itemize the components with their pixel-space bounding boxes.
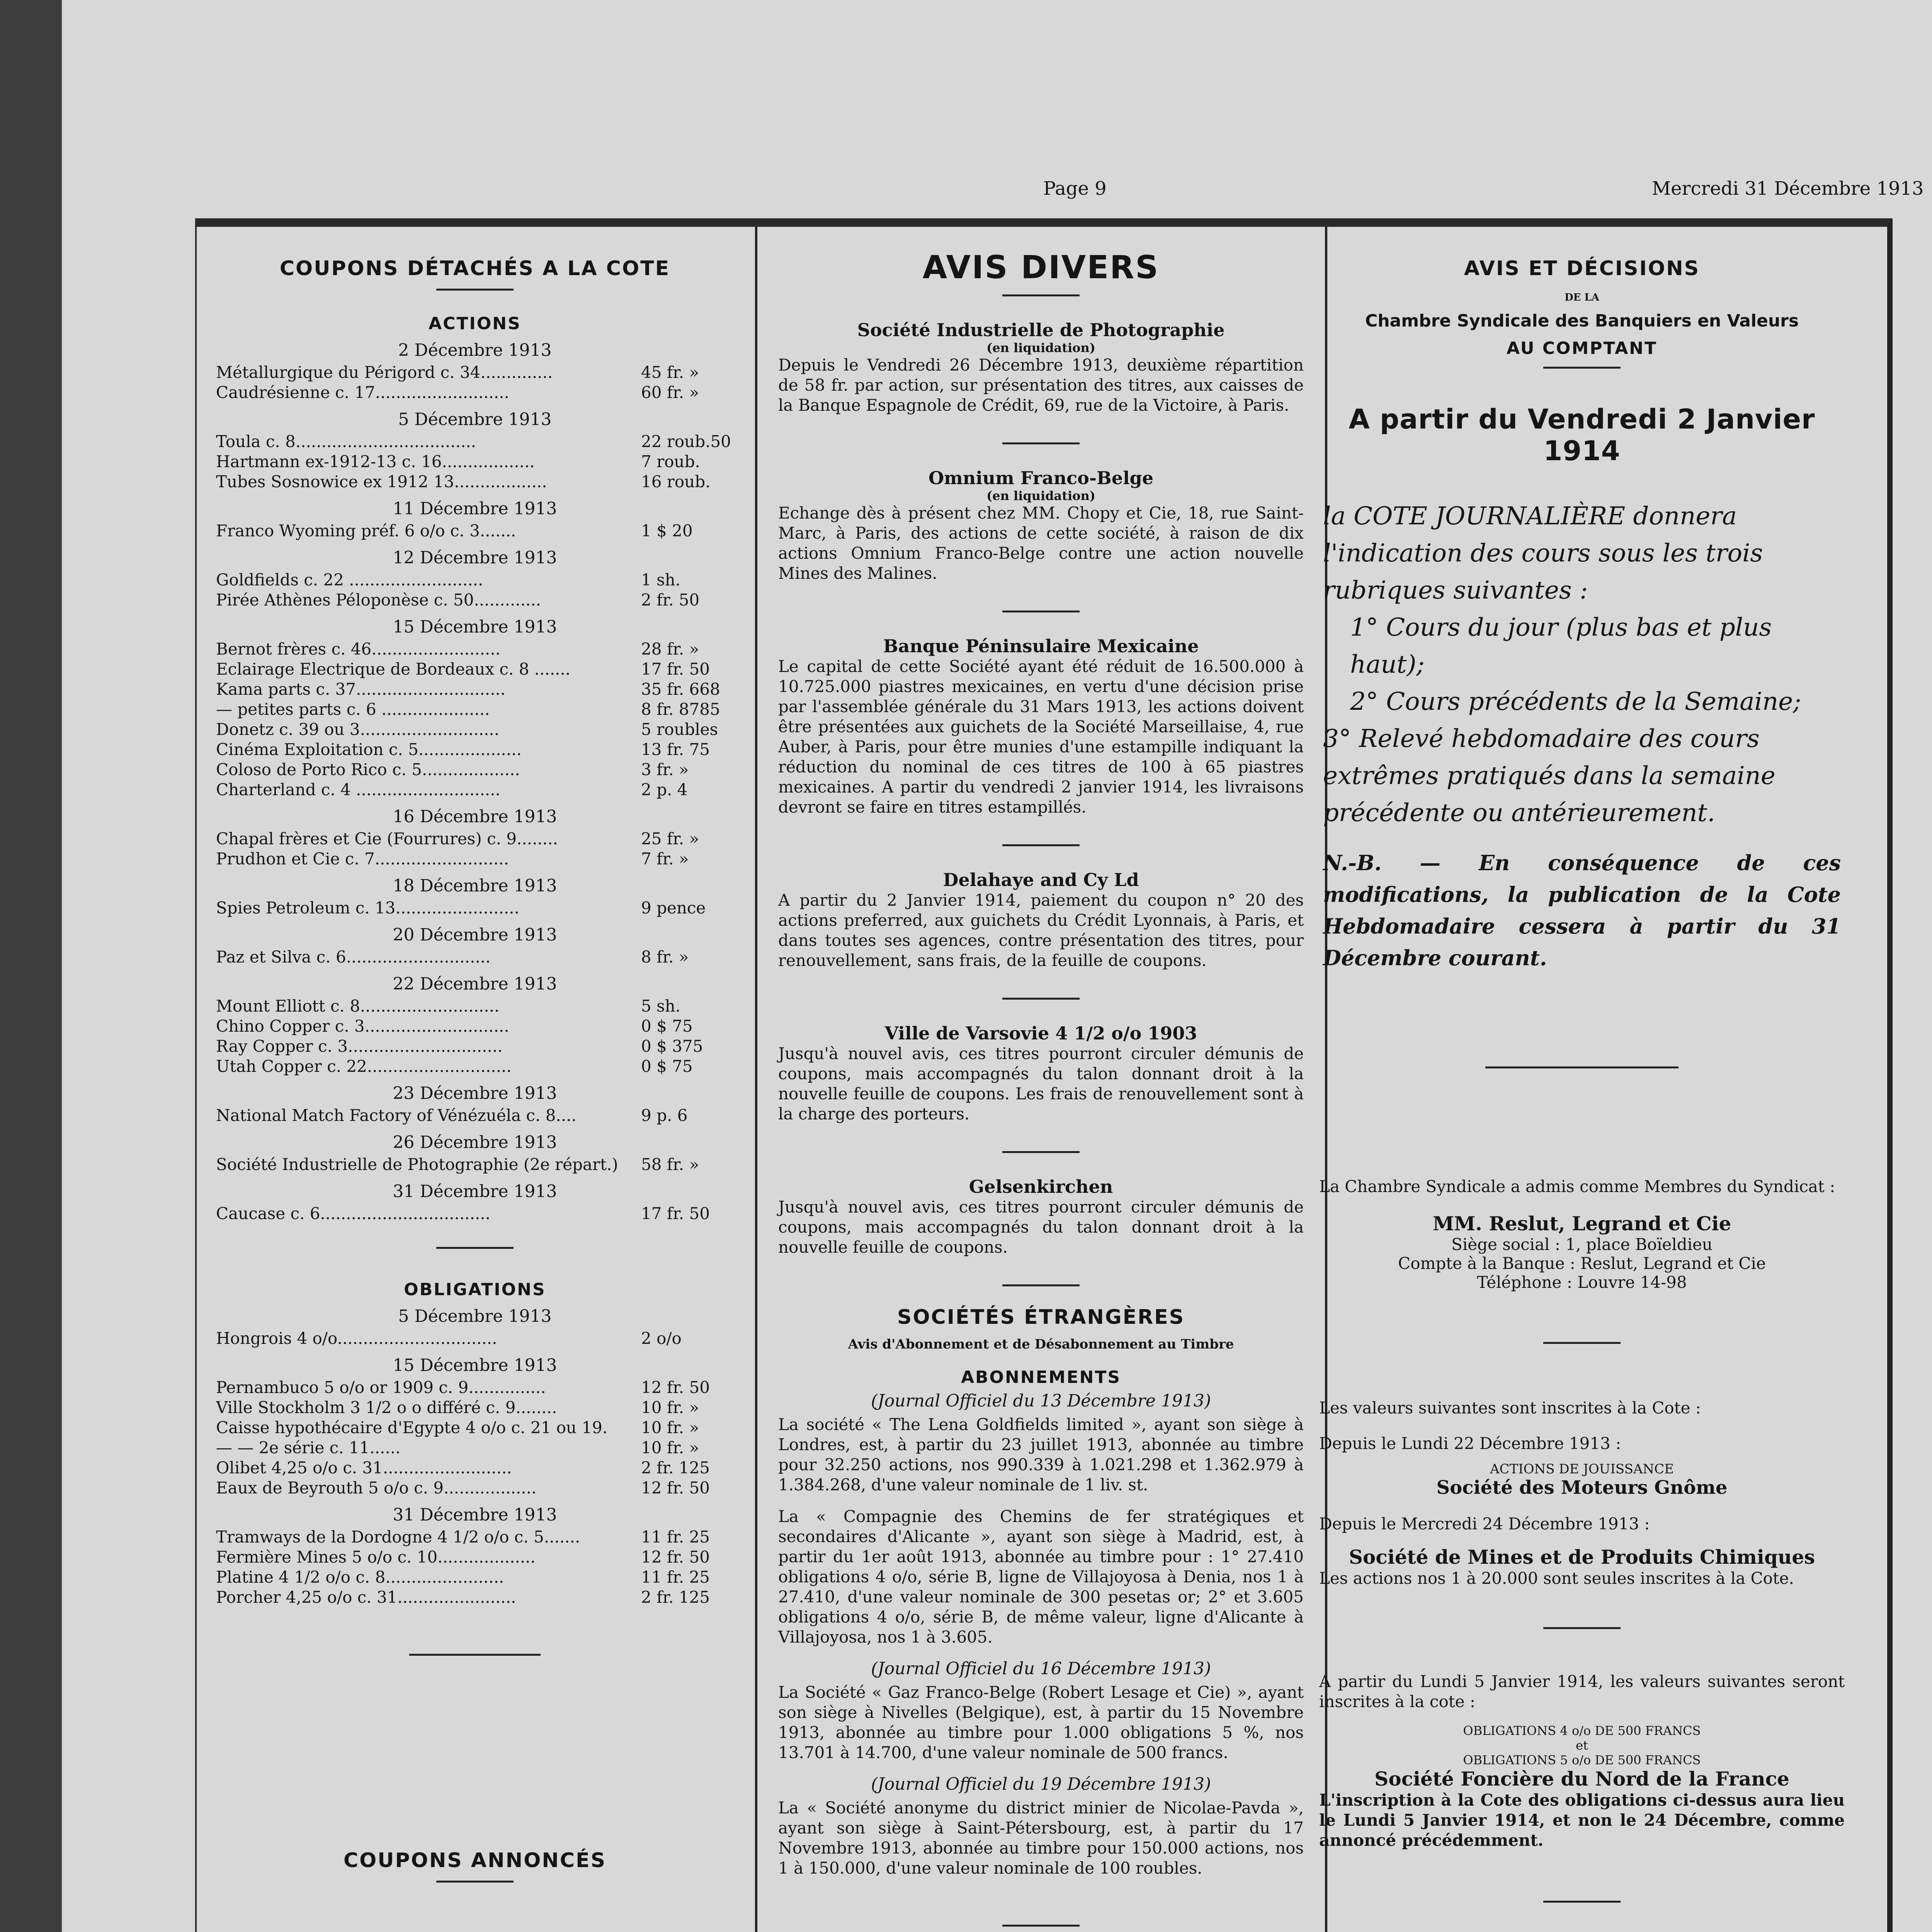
- avis-heading: Société Industrielle de Photographie: [857, 320, 1225, 340]
- coupon-label: Spies Petroleum c. 13........................: [216, 898, 519, 917]
- rule: [1543, 1342, 1621, 1344]
- rule: [1485, 1066, 1679, 1068]
- group-date: 15 Décembre 1913: [393, 1355, 557, 1375]
- membres-telephone: Téléphone : Louvre 14-98: [1477, 1273, 1687, 1292]
- membres-compte: Compte à la Banque : Reslut, Legrand et Cie: [1398, 1254, 1766, 1273]
- coupon-amount: 7 roub.: [641, 452, 700, 471]
- avis-decisions-title: AVIS ET DÉCISIONS: [1464, 257, 1700, 280]
- coupon-label: Olibet 4,25 o/o c. 31.........................: [216, 1458, 512, 1477]
- avis-block: [770, 320, 1311, 444]
- avis-decisions-column: [1311, 234, 1852, 1932]
- coupon-amount: 2 fr. 125: [641, 1588, 710, 1607]
- membres-intro: La Chambre Syndicale a admis comme Membres du Syndicat :: [1319, 1177, 1835, 1196]
- avis-text: Le capital de cette Société ayant été réduit de 16.500.000 à 10.725.000 piastres mexicaines, en vertu d'une décision prise par l'assemblée générale du 31 Mars 1913, les actions doivent être présentées aux guichets de la Société Marseillaise, 4, rue Auber, à Paris, pour être munies d'une estampille indiquant la réduction du nominal de ces titres de 100 à 65 piastres mexicaines. A partir du vendredi 2 janvier 1914, les livraisons devront se faire en titres estampillés.: [778, 657, 1304, 816]
- lundi-5-intro: A partir du Lundi 5 Janvier 1914, les valeurs suivantes seront inscrites à la cote :: [1319, 1672, 1845, 1711]
- obligations-5: OBLIGATIONS 5 o/o DE 500 FRANCS: [1463, 1753, 1701, 1767]
- avis-subheading: (en liquidation): [986, 488, 1095, 503]
- coupon-label: Tramways de la Dordogne 4 1/2 o/o c. 5.......: [216, 1527, 580, 1546]
- rubrique-1: 1° Cours du jour (plus bas et plus haut);: [1350, 613, 1772, 679]
- coupon-label: Charterland c. 4 ............................: [216, 780, 500, 799]
- coupon-label: Porcher 4,25 o/o c. 31.......................: [216, 1588, 516, 1607]
- group-date: 23 Décembre 1913: [393, 1083, 557, 1103]
- group-date: 18 Décembre 1913: [393, 876, 557, 896]
- coupon-label: Société Industrielle de Photographie (2e répart.): [216, 1155, 618, 1174]
- coupon-amount: 5 sh.: [641, 997, 681, 1015]
- coupon-row: [216, 1036, 745, 1056]
- group-date: 11 Décembre 1913: [393, 499, 557, 519]
- coupon-row: [216, 639, 745, 659]
- rule: [436, 289, 514, 291]
- coupon-label: Pirée Athènes Péloponèse c. 50.............: [216, 590, 541, 609]
- avis-block: [770, 468, 1311, 612]
- avis-text: Jusqu'à nouvel avis, ces titres pourront circuler démunis de coupons, mais accompagnés du talon donnant droit à la nouvelle feuille de coupons. Les frais de renouvellement sont à la charge des porteurs.: [778, 1044, 1304, 1123]
- coupon-amount: 17 fr. 50: [641, 660, 710, 679]
- coupon-label: National Match Factory of Vénézuéla c. 8....: [216, 1106, 577, 1125]
- coupon-amount: 2 fr. 50: [641, 590, 700, 609]
- coupon-amount: 58 fr. »: [641, 1155, 699, 1174]
- coupon-amount: 1 sh.: [641, 570, 681, 589]
- avis-block: [770, 1176, 1311, 1286]
- coupon-row: [216, 679, 745, 699]
- lundi-22: Depuis le Lundi 22 Décembre 1913 :: [1319, 1434, 1621, 1453]
- coupons-annonces-title: COUPONS ANNONCÉS: [343, 1849, 607, 1872]
- avis-text: Echange dès à présent chez MM. Chopy et Cie, 18, rue Saint-Marc, à Paris, des actions de cette société, à raison de dix actions Omnium Franco-Belge contre une action nouvelle Mines des Malines.: [778, 503, 1304, 583]
- coupon-amount: 22 roub.50: [641, 432, 731, 451]
- coupon-label: — — 2e série c. 11......: [216, 1438, 401, 1457]
- group-date: 15 Décembre 1913: [393, 617, 557, 637]
- coupon-label: Bernot frères c. 46.........................: [216, 639, 501, 658]
- newspaper-page: [62, 0, 1932, 1932]
- coupon-label: Franco Wyoming préf. 6 o/o c. 3.......: [216, 521, 516, 540]
- coupon-row: [216, 1204, 745, 1224]
- coupon-row: [216, 947, 745, 967]
- avis-block: [770, 636, 1311, 846]
- mines-text: Les actions nos 1 à 20.000 sont seules inscrites à la Cote.: [1319, 1569, 1794, 1588]
- rule: [1002, 611, 1080, 612]
- group-date: 16 Décembre 1913: [393, 807, 557, 827]
- coupon-label: Hongrois 4 o/o...............................: [216, 1329, 497, 1348]
- page-number: Page 9: [1043, 178, 1107, 199]
- coupons-detaches-title: COUPONS DÉTACHÉS A LA COTE: [279, 257, 670, 280]
- coupon-row: [216, 1587, 745, 1607]
- coupon-label: Platine 4 1/2 o/o c. 8.......................: [216, 1568, 504, 1587]
- gaz-franco-belge-text: La Société « Gaz Franco-Belge (Robert Lesage et Cie) », ayant son siège à Nivelles (Belgique), est, à partir du 15 Novembre 1913, abonnée au timbre pour 1.000 obligations 5 %, nos 13.701 à 14.700, d'une valeur nominale de 500 francs.: [778, 1683, 1304, 1762]
- avis-heading: Omnium Franco-Belge: [929, 468, 1153, 488]
- coupons-column: [204, 234, 745, 1932]
- avis-heading: Banque Péninsulaire Mexicaine: [883, 636, 1199, 656]
- coupon-amount: 2 p. 4: [641, 780, 688, 799]
- nicolae-pavda-text: La « Société anonyme du district minier de Nicolae-Pavda », ayant son siège à Saint-Pétersbourg, est, à partir du 17 Novembre 1913, abonnée au timbre pour 150.000 actions, nos 1 à 150.000, d'une valeur nominale de 100 roubles.: [778, 1798, 1304, 1878]
- coupon-amount: 16 roub.: [641, 472, 711, 491]
- issue-date: Mercredi 31 Décembre 1913: [1652, 178, 1924, 199]
- journal-officiel-13: (Journal Officiel du 13 Décembre 1913): [871, 1391, 1211, 1411]
- coupon-amount: 35 fr. 668: [641, 680, 720, 699]
- group-date: 5 Décembre 1913: [398, 410, 552, 429]
- coupon-row: [216, 1155, 745, 1175]
- rule: [1002, 1925, 1080, 1927]
- coupon-row: [216, 1478, 745, 1498]
- coupon-row: [216, 1398, 745, 1418]
- obligations-groups: [204, 1306, 745, 1607]
- inscrites-intro: Les valeurs suivantes sont inscrites à la Cote :: [1319, 1398, 1701, 1417]
- avis-heading: Delahaye and Cy Ld: [943, 869, 1139, 890]
- coupon-amount: 10 fr. »: [641, 1438, 699, 1457]
- au-comptant: AU COMPTANT: [1507, 338, 1657, 358]
- avis-block: [770, 869, 1311, 1000]
- coupon-row: [216, 1056, 745, 1077]
- moteurs-gnome: Société des Moteurs Gnôme: [1436, 1477, 1728, 1498]
- nota-bene: N.-B. — En conséquence de ces modifications, la publication de la Cote Hebdomadaire cessera à partir du 31 Décembre courant.: [1323, 850, 1841, 970]
- coupon-label: Paz et Silva c. 6............................: [216, 947, 491, 966]
- membres-name: MM. Reslut, Legrand et Cie: [1432, 1212, 1731, 1235]
- coupon-row: [216, 1527, 745, 1547]
- rule: [1002, 998, 1080, 1000]
- avis-heading: Gelsenkirchen: [969, 1176, 1113, 1197]
- coupon-amount: 12 fr. 50: [641, 1548, 710, 1566]
- coupon-amount: 8 fr. 8785: [641, 700, 720, 719]
- coupon-row: [216, 780, 745, 800]
- fonciere-nord: Société Foncière du Nord de la France: [1374, 1767, 1789, 1790]
- coupon-amount: 60 fr. »: [641, 383, 699, 402]
- cote-intro: la COTE JOURNALIÈRE donnera l'indication des cours sous les trois rubriques suivantes :: [1323, 502, 1763, 605]
- coupon-label: Cinéma Exploitation c. 5....................: [216, 740, 522, 759]
- coupon-amount: 5 roubles: [641, 720, 718, 739]
- rule: [1002, 1284, 1080, 1286]
- rule: [1543, 367, 1621, 369]
- coupon-amount: 8 fr. »: [641, 947, 689, 966]
- rubrique-2: 2° Cours précédents de la Semaine;: [1350, 687, 1801, 716]
- membres-siege: Siège social : 1, place Boïeldieu: [1451, 1235, 1713, 1254]
- coupon-amount: 25 fr. »: [641, 829, 699, 848]
- coupon-row: [216, 1105, 745, 1126]
- coupon-row: [216, 1567, 745, 1587]
- avis-blocks: [770, 320, 1311, 1286]
- fonciere-text: L'inscription à la Cote des obligations ci-dessus aura lieu le Lundi 5 Janvier 1914, et non le 24 Décembre, comme annoncé précédemment.: [1319, 1791, 1845, 1850]
- coupon-amount: 28 fr. »: [641, 639, 699, 658]
- coupon-row: [216, 760, 745, 780]
- coupon-row: [216, 1328, 745, 1349]
- societes-etrangeres-title: SOCIÉTÉS ÉTRANGÈRES: [897, 1306, 1185, 1329]
- group-date: 31 Décembre 1913: [393, 1505, 557, 1525]
- coupon-amount: 11 fr. 25: [641, 1527, 710, 1546]
- obligations-4: OBLIGATIONS 4 o/o DE 500 FRANCS: [1463, 1723, 1701, 1738]
- mines-produits-chimiques: Société de Mines et de Produits Chimiques: [1349, 1546, 1815, 1568]
- coupon-row: [216, 521, 745, 541]
- coupon-row: [216, 383, 745, 403]
- rubrique-3: 3° Relevé hebdomadaire des cours extrêmes pratiqués dans la semaine précédente ou antérieurement.: [1323, 724, 1776, 827]
- avis-text: Depuis le Vendredi 26 Décembre 1913, deuxième répartition de 58 fr. par action, sur présentation des titres, aux caisses de la Banque Espagnole de Crédit, 69, rue de la Victoire, à Paris.: [778, 355, 1304, 415]
- rule: [1002, 1151, 1080, 1153]
- mercredi-24: Depuis le Mercredi 24 Décembre 1913 :: [1319, 1514, 1650, 1533]
- coupon-amount: 0 $ 375: [641, 1037, 703, 1056]
- obligations-heading: OBLIGATIONS: [404, 1280, 546, 1299]
- coupon-label: Caucase c. 6.................................: [216, 1204, 491, 1223]
- avis-block: [770, 1023, 1311, 1153]
- coupon-amount: 2 o/o: [641, 1329, 682, 1348]
- coupon-label: Ray Copper c. 3..............................: [216, 1037, 503, 1056]
- rule: [1543, 1901, 1621, 1903]
- coupon-amount: 10 fr. »: [641, 1418, 699, 1437]
- avis-subheading: (en liquidation): [986, 340, 1095, 355]
- coupon-label: Tubes Sosnowice ex 1912 13..................: [216, 472, 547, 491]
- headline: A partir du Vendredi 2 Janvier 1914: [1349, 403, 1815, 467]
- coupon-amount: 9 pence: [641, 898, 706, 917]
- rule: [409, 1654, 541, 1656]
- coupon-amount: 45 fr. »: [641, 363, 699, 382]
- coupon-label: Toula c. 8...................................: [216, 432, 476, 451]
- coupon-label: Pernambuco 5 o/o or 1909 c. 9...............: [216, 1378, 546, 1397]
- coupon-amount: 7 fr. »: [641, 849, 689, 868]
- group-date: 12 Décembre 1913: [393, 548, 557, 568]
- coupon-row: [216, 432, 745, 452]
- coupon-amount: 13 fr. 75: [641, 740, 710, 759]
- coupon-label: Ville Stockholm 3 1/2 o o différé c. 9........: [216, 1398, 557, 1417]
- coupon-label: Utah Copper c. 22............................: [216, 1057, 512, 1076]
- coupon-row: [216, 719, 745, 740]
- rule: [1543, 1627, 1621, 1629]
- et: et: [1576, 1738, 1588, 1753]
- coupon-row: [216, 1438, 745, 1458]
- coupon-label: Kama parts c. 37.............................: [216, 680, 506, 699]
- actions-groups: [204, 340, 745, 1224]
- coupon-label: Eclairage Electrique de Bordeaux c. 8 .......: [216, 660, 571, 679]
- group-date: 2 Décembre 1913: [398, 340, 552, 360]
- coupon-label: Prudhon et Cie c. 7..........................: [216, 849, 509, 868]
- coupon-amount: 3 fr. »: [641, 760, 689, 779]
- coupon-label: Chapal frères et Cie (Fourrures) c. 9........: [216, 829, 558, 848]
- coupon-amount: 12 fr. 50: [641, 1378, 710, 1397]
- coupon-amount: 0 $ 75: [641, 1057, 693, 1076]
- coupon-row: [216, 472, 745, 492]
- coupon-row: [216, 1418, 745, 1438]
- avis-text: Jusqu'à nouvel avis, ces titres pourront circuler démunis de coupons, mais accompagnés du talon donnant droit à la nouvelle feuille de coupons.: [778, 1197, 1304, 1257]
- coupon-label: Fermière Mines 5 o/o c. 10...................: [216, 1548, 536, 1566]
- coupon-amount: 2 fr. 125: [641, 1458, 710, 1477]
- coupon-label: Hartmann ex-1912-13 c. 16..................: [216, 452, 535, 471]
- coupon-row: [216, 570, 745, 590]
- coupon-label: Mount Elliott c. 8...........................: [216, 997, 500, 1015]
- coupon-row: [216, 1547, 745, 1567]
- coupon-amount: 9 p. 6: [641, 1106, 688, 1125]
- coupon-row: [216, 452, 745, 472]
- group-date: 22 Décembre 1913: [393, 974, 557, 994]
- coupon-amount: 11 fr. 25: [641, 1568, 710, 1587]
- coupon-row: [216, 1458, 745, 1478]
- coupon-label: Métallurgique du Périgord c. 34..............: [216, 363, 553, 382]
- coupon-row: [216, 849, 745, 869]
- actions-heading: ACTIONS: [429, 314, 521, 333]
- coupon-row: [216, 1378, 745, 1398]
- coupon-amount: 0 $ 75: [641, 1017, 693, 1036]
- coupon-row: [216, 659, 745, 679]
- coupon-label: Donetz c. 39 ou 3...........................: [216, 720, 500, 739]
- group-date: 5 Décembre 1913: [398, 1306, 552, 1326]
- coupon-label: Coloso de Porto Rico c. 5...................: [216, 760, 520, 779]
- rule: [1002, 844, 1080, 846]
- avis-heading: Ville de Varsovie 4 1/2 o/o 1903: [884, 1023, 1197, 1044]
- coupon-label: Chino Copper c. 3............................: [216, 1017, 509, 1036]
- avis-divers-column: [770, 234, 1311, 1932]
- coupon-amount: 1 $ 20: [641, 521, 693, 540]
- de-la: DE LA: [1565, 292, 1599, 303]
- rule: [436, 1247, 514, 1249]
- coupon-row: [216, 898, 745, 918]
- journal-officiel-16: (Journal Officiel du 16 Décembre 1913): [871, 1659, 1211, 1679]
- group-date: 26 Décembre 1913: [393, 1133, 557, 1152]
- coupon-row: [216, 362, 745, 383]
- coupon-row: [216, 699, 745, 719]
- column-divider: [755, 227, 757, 1932]
- content-frame: [195, 218, 1893, 1932]
- group-date: 31 Décembre 1913: [393, 1182, 557, 1201]
- avis-text: A partir du 2 Janvier 1914, paiement du coupon n° 20 des actions preferred, aux guichets du Crédit Lyonnais, à Paris, et dans toutes ses agences, contre présentation des titres, pour renouvellement, sans frais, de la feuille de coupons.: [778, 891, 1304, 970]
- coupon-label: Eaux de Beyrouth 5 o/o c. 9..................: [216, 1478, 537, 1497]
- scan-edge: [0, 0, 62, 1932]
- coupon-row: [216, 590, 745, 610]
- abonnements-heading: ABONNEMENTS: [961, 1367, 1121, 1387]
- coupon-label: Caisse hypothécaire d'Egypte 4 o/o c. 21 ou 19.: [216, 1418, 608, 1437]
- group-date: 20 Décembre 1913: [393, 925, 557, 945]
- coupon-label: Caudrésienne c. 17..........................: [216, 383, 509, 402]
- coupon-row: [216, 1016, 745, 1036]
- coupon-row: [216, 996, 745, 1016]
- coupon-row: [216, 829, 745, 849]
- coupon-amount: 12 fr. 50: [641, 1478, 710, 1497]
- rule: [1002, 294, 1080, 296]
- coupon-row: [216, 740, 745, 760]
- lena-goldfields-text: La société « The Lena Goldfields limited », ayant son siège à Londres, est, à partir du 23 juillet 1913, abonnée au timbre pour 32.250 actions, nos 990.339 à 1.021.298 et 1.362.979 à 1.384.268, d'une valeur nominale de 1 liv. st.: [778, 1415, 1304, 1494]
- jouissance-heading: ACTIONS DE JOUISSANCE: [1490, 1461, 1674, 1477]
- coupon-amount: 10 fr. »: [641, 1398, 699, 1417]
- rule: [1002, 442, 1080, 444]
- coupon-label: Goldfields c. 22 ..........................: [216, 570, 483, 589]
- coupon-label: — petites parts c. 6 .....................: [216, 700, 490, 719]
- chambre-syndicale: Chambre Syndicale des Banquiers en Valeurs: [1365, 311, 1799, 331]
- societes-etrangeres-subtitle: Avis d'Abonnement et de Désabonnement au Timbre: [848, 1337, 1234, 1352]
- journal-officiel-19: (Journal Officiel du 19 Décembre 1913): [871, 1774, 1211, 1794]
- avis-divers-title: AVIS DIVERS: [922, 249, 1160, 286]
- alicante-text: La « Compagnie des Chemins de fer stratégiques et secondaires d'Alicante », ayant son siège à Madrid, est, à partir du 1er août 1913, abonnée au timbre pour : 1° 27.410 obligations 4 o/o, série B, ligne de Villajoyosa à Denia, nos 1 à 27.410, d'une valeur nominale de 300 pesetas or; 2° et 3.605 obligations 4 o/o, série B, de même valeur, ligne d'Alicante à Villajoyosa, nos 1 à 3.605.: [778, 1507, 1304, 1646]
- rule: [436, 1881, 514, 1883]
- coupon-amount: 17 fr. 50: [641, 1204, 710, 1223]
